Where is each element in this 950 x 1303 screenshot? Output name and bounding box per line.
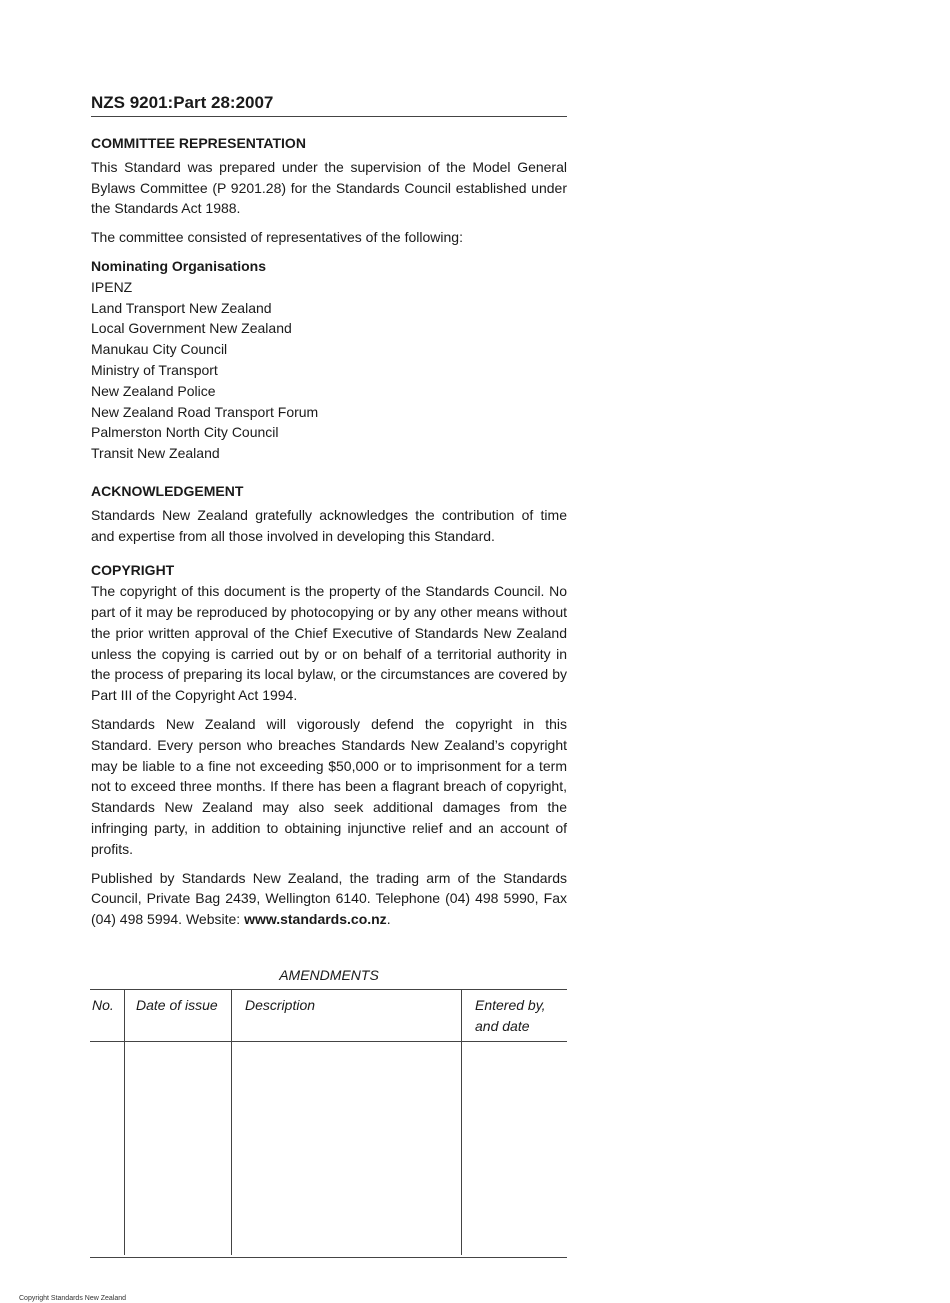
list-item: New Zealand Police [91,382,216,399]
document-title: NZS 9201:Part 28:2007 [91,92,567,117]
committee-intro: This Standard was prepared under the supervision of the Model General Bylaws Committee (P 9201.28) for the Standards Council established under the Standards Act 1988. [91,158,567,217]
list-item: Land Transport New Zealand [91,299,272,316]
column-date-of-issue [124,990,232,1255]
list-item: Transit New Zealand [91,445,220,462]
footer-copyright: Copyright Standards New Zealand [19,1295,127,1302]
committee-consisted: The committee consisted of representatives of the following: [91,229,463,246]
amendments-table [90,989,567,1258]
published-by-end: . [386,911,391,928]
list-item: Ministry of Transport [91,361,218,378]
column-description [231,990,462,1255]
list-item: New Zealand Road Transport Forum [91,403,319,420]
organisations-list [91,277,567,464]
header-description: Description [245,997,316,1013]
organisations-heading: Nominating Organisations [91,257,267,274]
header-no: No. [92,997,114,1013]
header-date-of-issue: Date of issue [136,997,218,1013]
list-item: Local Government New Zealand [91,320,292,337]
copyright-paragraph-2: Standards New Zealand will vigorously defend the copyright in this Standard. Every person who breaches Standards New Zealand’s copyright may be liable to a fine not exceeding $50,000 or to imprisonment for a term not to exceed three months. If there has been a flagrant breach of copyright, Standards New Zealand may also seek additional damages from the infringing party, in addition to obtaining injunctive relief and an account of profits. [91,715,567,857]
acknowledgement-text: Standards New Zealand gratefully acknowledges the contribution of time and expertise from all those involved in developing this Standard. [91,506,567,544]
copyright-paragraph-1: The copyright of this document is the property of the Standards Council. No part of it may be reproduced by photocopying or by any other means without the prior written approval of the Chief Executive of Standards New Zealand unless the copying is carried out by or on behalf of a territorial authority in the process of preparing its local bylaw, or the circumstances are covered by Part III of the Copyright Act 1994. [91,583,567,704]
list-item: Manukau City Council [91,341,228,358]
document-body [91,92,567,938]
header-entered-by: Entered by, and date [475,997,546,1034]
published-by-paragraph [91,868,567,930]
list-item: Palmerston North City Council [91,424,279,441]
acknowledgement-heading: ACKNOWLEDGEMENT [91,482,244,499]
header-divider [90,1041,567,1042]
amendments-caption: AMENDMENTS [279,967,379,983]
website-link[interactable]: www.standards.co.nz [244,911,387,928]
copyright-heading: COPYRIGHT [91,562,175,579]
column-no [90,990,124,1257]
published-by-text: Published by Standards New Zealand, the trading arm of the Standards Council, Private Bag 2439, Wellington 6140. Telephone (04) 498 5990, Fax (04) 498 5994. Website: [91,869,567,928]
committee-heading: COMMITTEE REPRESENTATION [91,135,306,151]
list-item: IPENZ [91,278,133,295]
